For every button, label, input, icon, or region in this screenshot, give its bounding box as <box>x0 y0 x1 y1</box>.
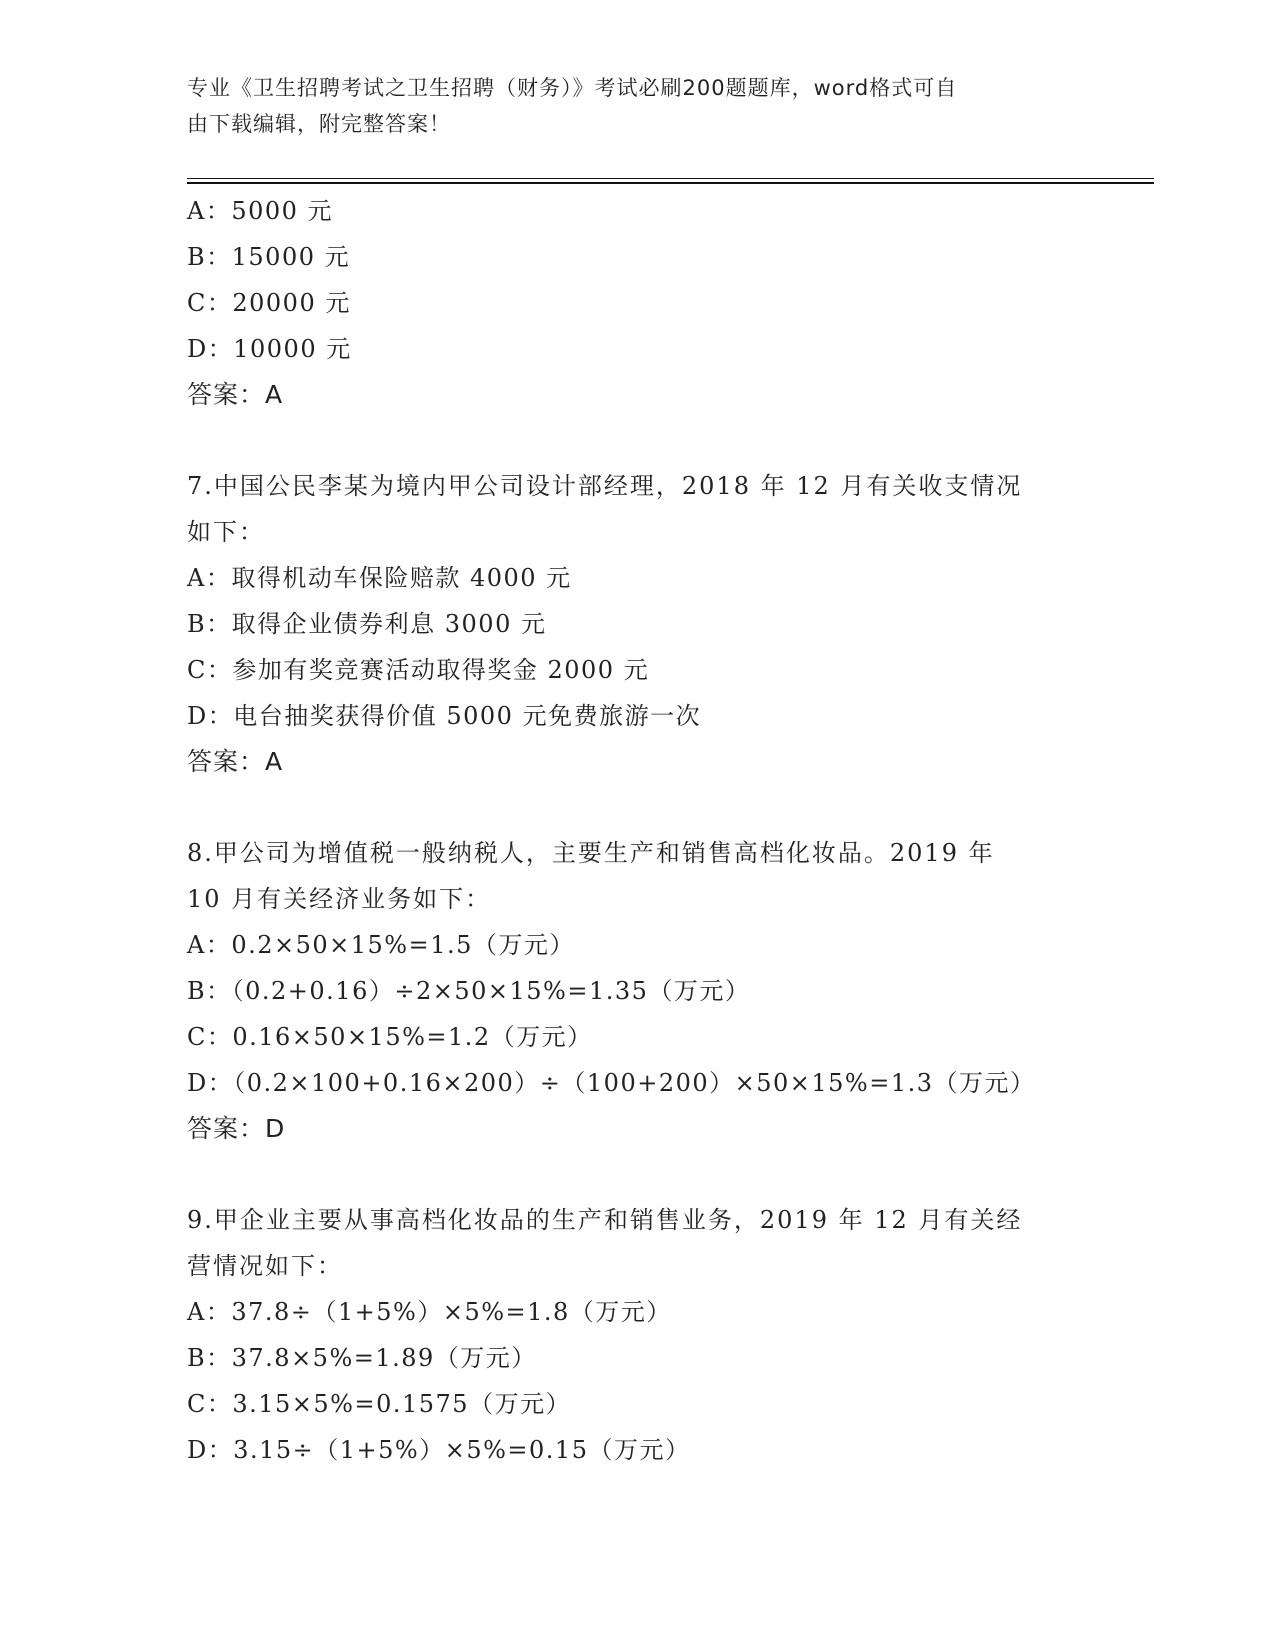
spacer <box>187 1152 1087 1197</box>
option-d: D：电台抽奖获得价值 5000 元免费旅游一次 <box>187 702 702 730</box>
question-stem-line: 8.甲公司为增值税一般纳税人，主要生产和销售高档化妆品。2019 年 <box>187 839 995 867</box>
question-block-8 <box>187 830 1087 1152</box>
spacer <box>187 785 1087 830</box>
question-stem-line: 10 月有关经济业务如下： <box>187 885 492 913</box>
answer-line: 答案：D <box>187 1114 286 1143</box>
option-a: A：取得机动车保险赔款 4000 元 <box>187 564 572 592</box>
option-b: B：37.8×5%=1.89（万元） <box>187 1344 537 1372</box>
question-block-9 <box>187 1197 1087 1473</box>
option-b: B：取得企业债券利息 3000 元 <box>187 610 547 638</box>
option-c: C：0.16×50×15%=1.2（万元） <box>187 1023 593 1051</box>
option-a: A：37.8÷（1+5%）×5%=1.8（万元） <box>187 1298 672 1326</box>
answer-line: 答案：A <box>187 747 284 776</box>
answer-line: 答案：A <box>187 380 284 409</box>
option-a: A：5000 元 <box>187 197 334 225</box>
option-d: D：10000 元 <box>187 335 352 363</box>
question-block-7 <box>187 463 1087 785</box>
option-d: D：3.15÷（1+5%）×5%=0.15（万元） <box>187 1436 691 1464</box>
option-b: B：15000 元 <box>187 243 351 271</box>
page-header <box>187 70 1067 142</box>
question-stem-line: 营情况如下： <box>187 1252 343 1280</box>
option-b: B：（0.2+0.16）÷2×50×15%=1.35（万元） <box>187 977 751 1005</box>
header-line-2: 由下载编辑，附完整答案！ <box>187 112 451 136</box>
header-line-1: 专业《卫生招聘考试之卫生招聘（财务）》考试必刷200题题库，word格式可自 <box>187 76 958 100</box>
option-c: C：20000 元 <box>187 289 351 317</box>
question-stem-line: 如下： <box>187 518 265 546</box>
option-d: D：（0.2×100+0.16×200）÷（100+200）×50×15%=1.3（万元） <box>187 1069 1036 1097</box>
option-c: C：参加有奖竞赛活动取得奖金 2000 元 <box>187 656 650 684</box>
header-divider <box>187 178 1154 184</box>
question-stem-line: 9.甲企业主要从事高档化妆品的生产和销售业务，2019 年 12 月有关经 <box>187 1206 1023 1234</box>
option-c: C：3.15×5%=0.1575（万元） <box>187 1390 572 1418</box>
question-block-prev <box>187 188 1087 418</box>
spacer <box>187 418 1087 463</box>
question-stem-line: 7.中国公民李某为境内甲公司设计部经理，2018 年 12 月有关收支情况 <box>187 472 1023 500</box>
option-a: A：0.2×50×15%=1.5（万元） <box>187 931 575 959</box>
document-body <box>187 188 1087 1473</box>
